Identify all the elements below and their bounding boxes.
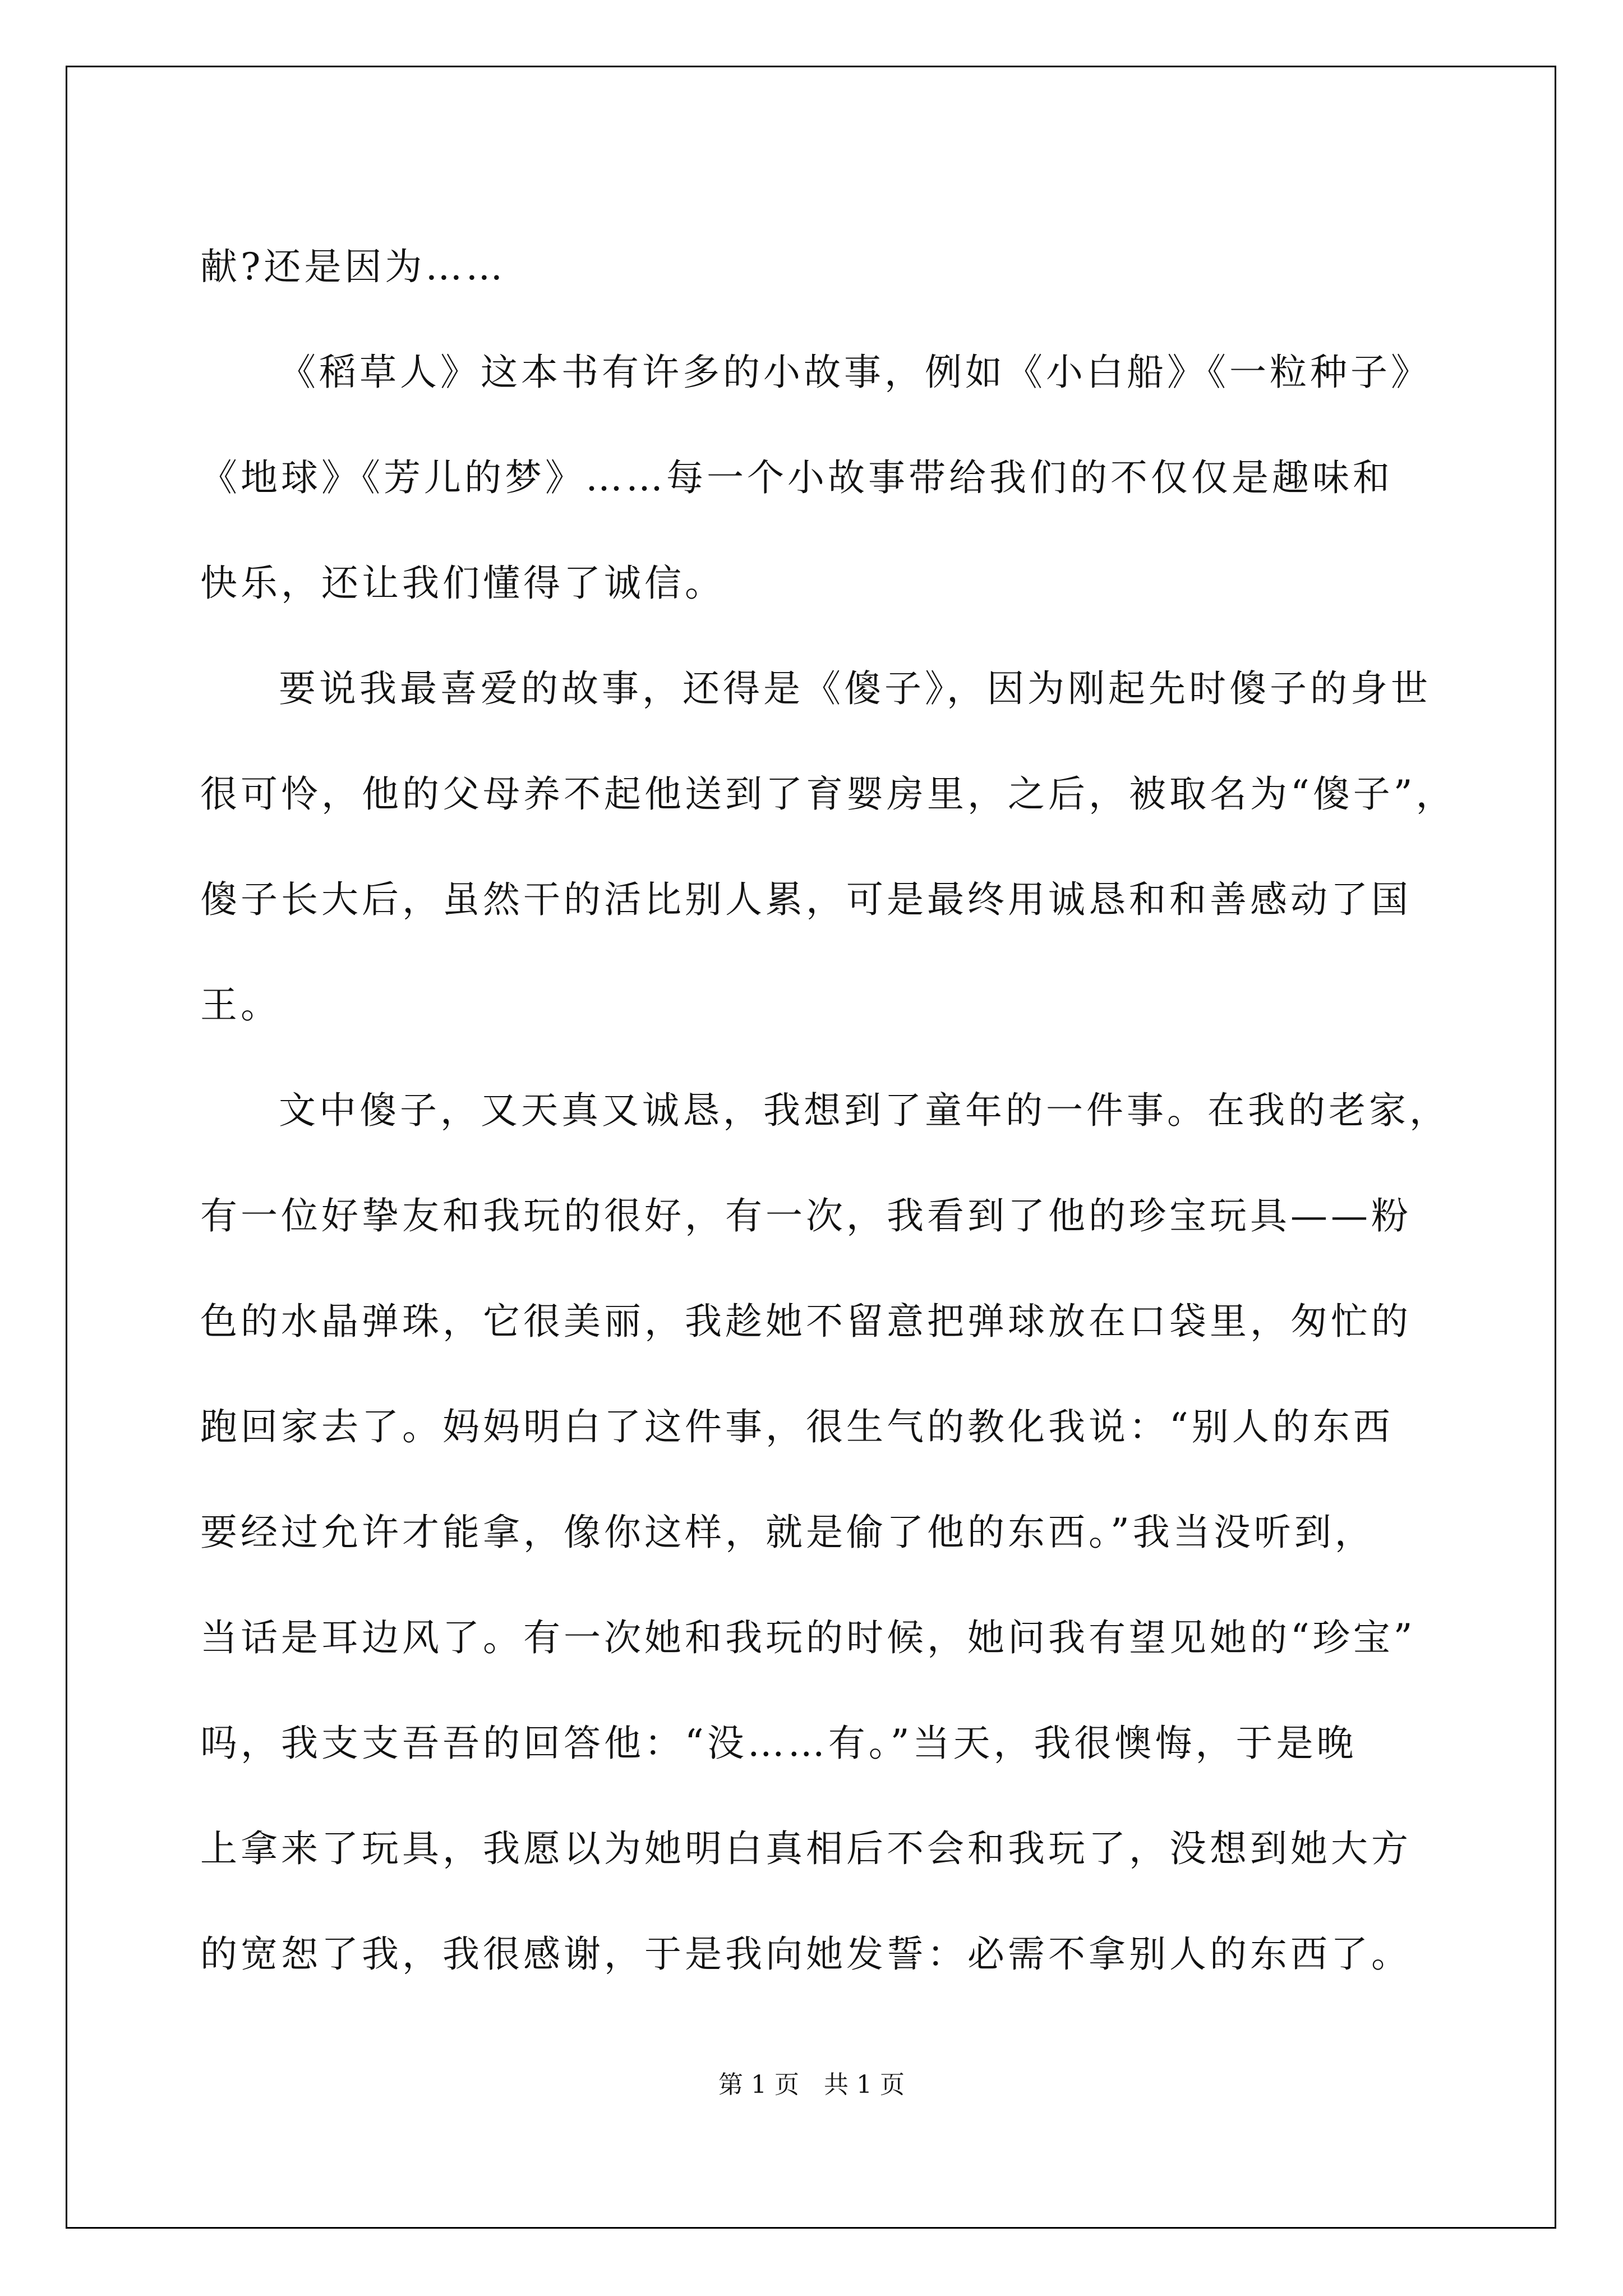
text-line-12: 跑回家去了。妈妈明白了这件事，很生气的教化我说：“别人的东西 — [200, 1405, 1394, 1448]
text-line-4: 快乐，还让我们懂得了诚信。 — [200, 562, 725, 605]
text-line-2: 《稻草人》这本书有许多的小故事，例如《小白船》《一粒种子》 — [279, 351, 1431, 394]
page-number-label: 第 1 页 共 1 页 — [718, 2070, 905, 2099]
text-line-1: 献?还是因为…… — [200, 245, 506, 288]
page-footer — [0, 2064, 1623, 2100]
text-line-10: 有一位好挚友和我玩的很好，有一次，我看到了他的珍宝玩具——粉 — [200, 1194, 1412, 1237]
document-body — [200, 214, 1490, 2007]
text-line-11: 色的水晶弹珠，它很美丽，我趁她不留意把弹球放在口袋里，匆忙的 — [200, 1300, 1412, 1343]
text-line-15: 吗，我支支吾吾的回答他：“没……有。”当天，我很懊悔，于是晚 — [200, 1722, 1357, 1765]
text-line-3: 《地球》《芳儿的梦》……每一个小故事带给我们的不仅仅是趣味和 — [200, 456, 1393, 499]
text-line-16: 上拿来了玩具，我愿以为她明白真相后不会和我玩了，没想到她大方 — [200, 1827, 1412, 1870]
text-line-5: 要说我最喜爱的故事，还得是《傻子》，因为刚起先时傻子的身世 — [279, 667, 1431, 710]
text-line-9: 文中傻子，又天真又诚恳，我想到了童年的一件事。在我的老家， — [279, 1089, 1450, 1132]
text-line-17: 的宽恕了我，我很感谢，于是我向她发誓：必需不拿别人的东西了。 — [200, 1932, 1412, 1976]
text-line-8: 王。 — [200, 983, 281, 1027]
text-line-14: 当话是耳边风了。有一次她和我玩的时候，她问我有望见她的“珍宝” — [200, 1616, 1416, 1659]
text-line-6: 很可怜，他的父母养不起他送到了育婴房里，之后，被取名为“傻子”， — [200, 772, 1456, 816]
text-line-13: 要经过允许才能拿，像你这样，就是偷了他的东西。”我当没听到， — [200, 1511, 1375, 1554]
text-line-7: 傻子长大后，虽然干的活比别人累，可是最终用诚恳和和善感动了国 — [200, 878, 1412, 921]
